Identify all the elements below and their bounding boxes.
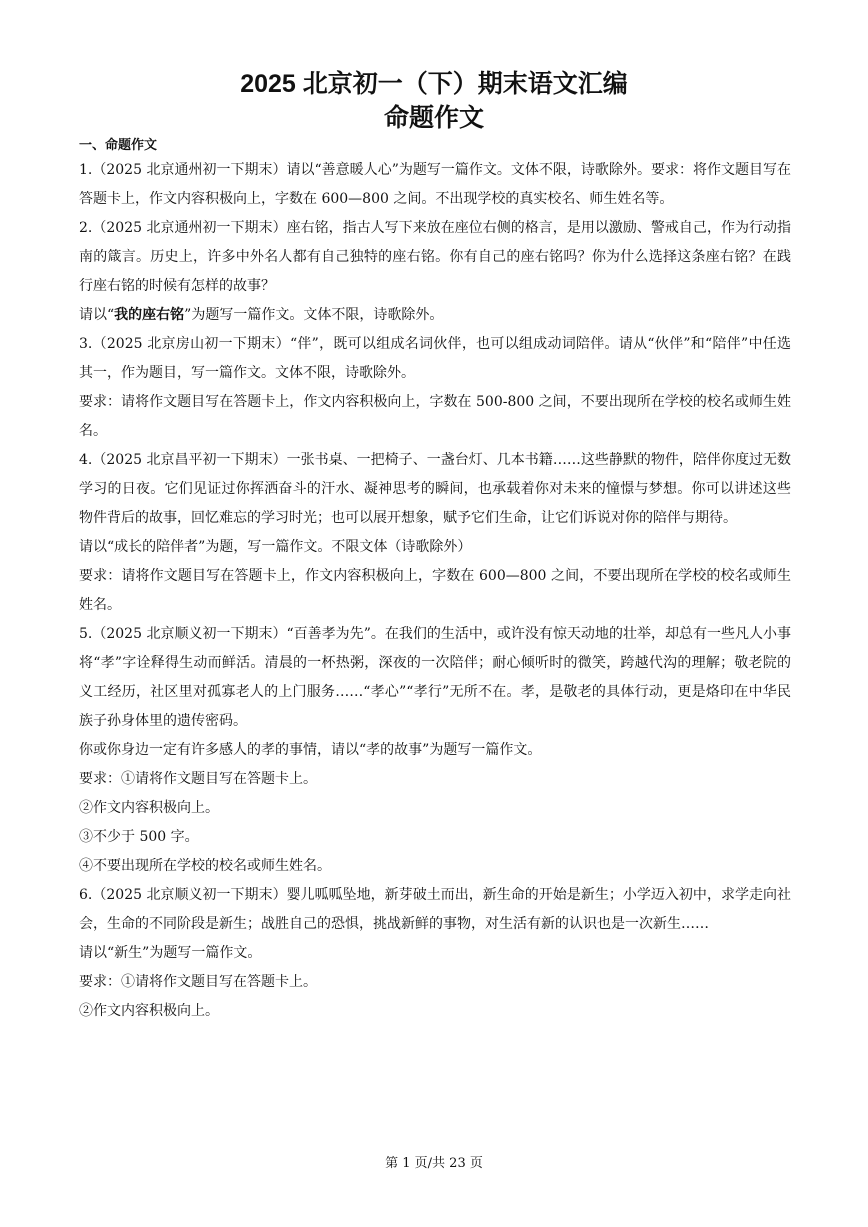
question-1: 1.（2025 北京通州初一下期末）请以“善意暖人心”为题写一篇作文。文体不限，诗歌除外。要求：将作文题目写在答题卡上，作文内容积极向上，字数在 600—800 之间。不出现学校的真实校名、师生姓名等。	[79, 162, 791, 207]
question-5-prompt: 你或你身边一定有许多感人的孝的事情，请以“孝的故事”为题写一篇作文。	[79, 742, 542, 758]
question-3: 3.（2025 北京房山初一下期末）“伴”，既可以组成名词伙伴，也可以组成动词陪伴。请从“伙伴”和“陪伴”中任选其一，作为题目，写一篇作文。文体不限，诗歌除外。	[79, 336, 791, 381]
question-3-requirement: 要求：请将作文题目写在答题卡上，作文内容积极向上，字数在 500-800 之间，不要出现所在学校的校名或师生姓名。	[79, 394, 791, 439]
question-4-prompt: 请以“成长的陪伴者”为题，写一篇作文。不限文体（诗歌除外）	[79, 539, 472, 555]
question-2-prompt	[79, 301, 791, 330]
requirement-3: ③不少于 500 字。	[79, 829, 199, 845]
question-4-requirement: 要求：请将作文题目写在答题卡上，作文内容积极向上，字数在 600—800 之间，不要出现所在学校的校名或师生姓名。	[79, 568, 791, 613]
question-2: 2.（2025 北京通州初一下期末）座右铭，指古人写下来放在座位右侧的格言，是用以激励、警戒自己，作为行动指南的箴言。历史上，许多中外名人都有自己独特的座右铭。你有自己的座右铭吗？你为什么选择这条座右铭？在践行座右铭的时候有怎样的故事？	[79, 220, 791, 294]
prompt-prefix: 请以“	[79, 307, 115, 323]
question-6-prompt: 请以“新生”为题写一篇作文。	[79, 945, 262, 961]
requirement-2: ②作文内容积极向上。	[79, 800, 219, 816]
question-5: 5.（2025 北京顺义初一下期末）“百善孝为先”。在我们的生活中，或许没有惊天动地的壮举，却总有一些凡人小事将“孝”字诠释得生动而鲜活。清晨的一杯热粥，深夜的一次陪伴；耐心倾听时的微笑，跨越代沟的理解；敬老院的义工经历，社区里对孤寡老人的上门服务……“孝心”“孝行”无所不在。孝，是敬老的具体行动，更是烙印在中华民族子孙身体里的遗传密码。	[79, 626, 791, 729]
requirement-1: 要求：①请将作文题目写在答题卡上。	[79, 771, 317, 787]
prompt-suffix: ”为题写一篇作文。文体不限，诗歌除外。	[184, 307, 444, 323]
page-footer: 第 1 页/共 23 页	[385, 1156, 483, 1171]
document-body	[79, 136, 791, 1026]
prompt-bold-title: 我的座右铭	[114, 307, 185, 323]
question-6: 6.（2025 北京顺义初一下期末）婴儿呱呱坠地，新芽破土而出，新生命的开始是新生；小学迈入初中，求学走向社会，生命的不同阶段是新生；战胜自己的恐惧，挑战新鲜的事物，对生活有新的认识也是一次新生……	[79, 887, 791, 932]
question-6-requirement-1: 要求：①请将作文题目写在答题卡上。	[79, 974, 317, 990]
question-4: 4.（2025 北京昌平初一下期末）一张书桌、一把椅子、一盏台灯、几本书籍……这些静默的物件，陪伴你度过无数学习的日夜。它们见证过你挥洒奋斗的汗水、凝神思考的瞬间，也承载着你对未来的憧憬与梦想。你可以讲述这些物件背后的故事，回忆难忘的学习时光；也可以展开想象，赋予它们生命，让它们诉说对你的陪伴与期待。	[79, 452, 791, 526]
requirement-4: ④不要出现所在学校的校名或师生姓名。	[79, 858, 331, 874]
section-heading: 一、命题作文	[79, 138, 158, 153]
document-title: 2025 北京初一（下）期末语文汇编	[240, 70, 628, 98]
document-subtitle: 命题作文	[383, 104, 484, 132]
question-6-requirement-2: ②作文内容积极向上。	[79, 1003, 219, 1019]
